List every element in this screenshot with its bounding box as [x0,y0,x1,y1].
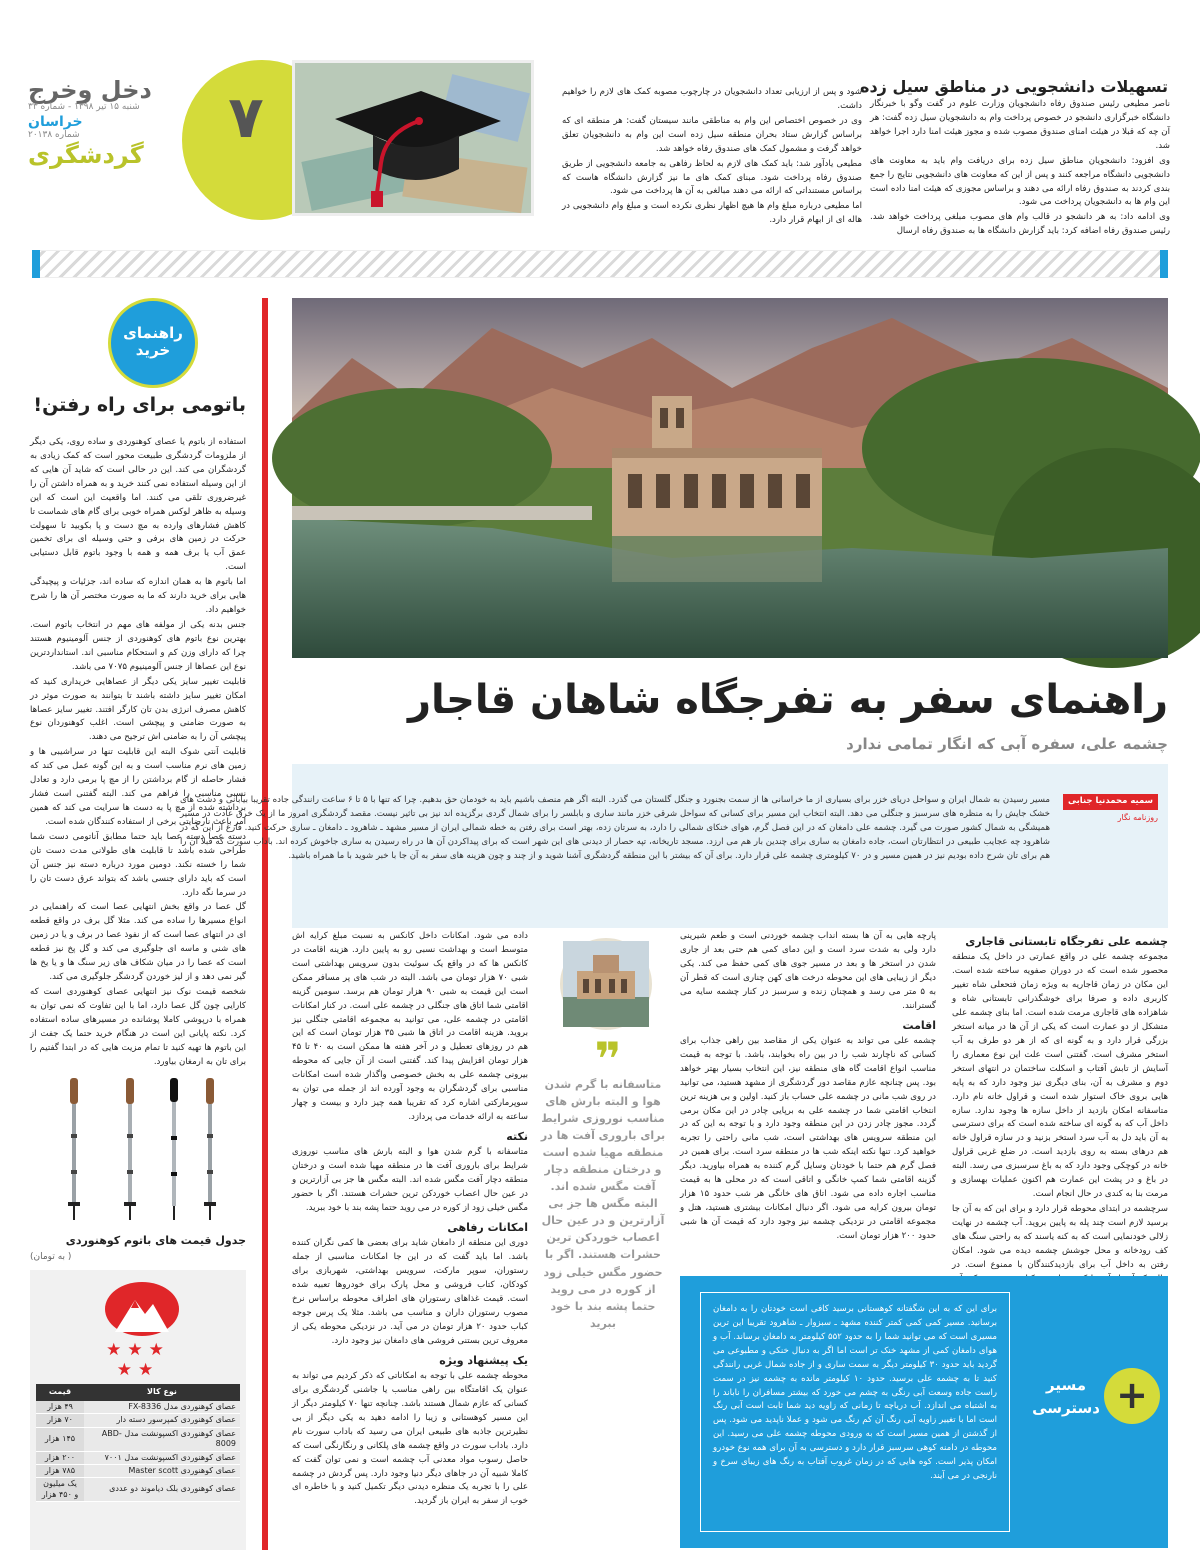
red-column-divider [262,298,268,1550]
quote-icon: ❞ [594,1032,622,1086]
stripe-divider [32,250,1168,278]
section-heading: نکته [506,1129,528,1143]
brand-logo: دخل وخرج [28,76,152,104]
paragraph: مجموعه چشمه علی در واقع عمارتی در داخل یک منطقه محصور شده است که در دوران صفویه ساخته شده است. این مکان در زمان قاجاریه به ویژه زمان فتحعلی شاه تغییر کاربری داده و صرفا برای خوشگذرانی تابستانی شاه و شاهزاده های قاجاری مرمت شده است. اما بنای چشمه علی متشکل از دو عمارت است که یکی از آن ها در میانه استخر بزرگی قرار دارد و به گونه ای که از هر دو طرف به آب استخر مشرف است. گفتنی است علت این نوع معماری را آسایش از تابش آفتاب و اسکلت ساختمان در انتهای استخر دوم و مشرف به آن، بنای دیگری نیز وجود دارد که به پایه هایی بروی خاک استوار شده است و قراول خانه نام دارد. متاسفانه امکان بازدید از داخل سازه ها وجود ندارد. سازه داخل آب که به گونه ای ساخته شده است که برای دسترسی به آن باید دل به آب سرد استخر بزنید و در سازه قراول خانه هم درهای بسته به روی بازدید است. در ضلع غربی قراول خانه در کوچکی وجود دارد که به باغ سرسبزی می رسد. البته در باغ و در پشت این عمارت هم اکنون عملیات بهسازی و مرمت بنا به کندی در حال انجام است. [952,952,1168,1200]
pull-quote: متاسفانه با گرم شدن هوا و البته بارش های مناسب نوروزی شرایط برای باروری آفت ها در منطقه مهیا شده است و درختان منطقه دچار آفت مگس شده اند. البته مگس ها جز بی آزارترین و در عین حال اعصاب خوردکن ترین حشرات هستند. اگر با حضور مگس خیلی زود از کوره در می روید حتما پشه بند با خود ببرید [540,1078,666,1330]
paragraph: شخصه قیمت نوک نیز انتهایی عصای کوهنوردی است که کارایی چون گل عصا دارد، اما با این تفاوت که نمی توان به همراه با درپوشی کاملا پوشانده در مسیرهای ساده استفاده کرد. نکته پایانی این است در هنگام خرید حتما یک جفت از این باتوم ها تهیه کنید تا تمام مزیت هایی که در ابتدا گفتیم را برای تان به ارمغان بیاورد. [30,986,246,1067]
paragraph: پارچه هایی به آن ها بسته انداب چشمه خوردنی است و طعم شیرینی دارد ولی به شدت سرد است و این دمای کمی هم حتی بعد از جاری شدن در استخر ها و بعد در مسیر جوی های کمی حفظ می کند. یکی دیگر از زیبایی های این محوطه درخت های کهن چناری است که قطر آن به ۵ متر می رسد و همچنان زنده و سرسبز در کنار چشمه سایه می گسترانند. [680,931,936,1011]
table-row [36,1401,240,1414]
product-name: عصای کوهنوردی کمپرسور دسته دار [84,1414,240,1427]
price-table-unit: ( به تومان) [30,1252,72,1262]
product-name: عصای کوهنوردی اکسپونشت مدل ABD-8009 [84,1427,240,1451]
pole-4 [204,1078,216,1220]
trekking-poles-image [30,1074,246,1224]
section-heading: چشمه علی تفرجگاه تابستانی قاجاری [965,935,1168,948]
pole-1 [68,1078,80,1220]
article-column-1 [952,930,1168,1274]
shopping-guide-badge: راهنمای خرید [108,298,198,388]
section-heading: اقامت [902,1018,936,1032]
product-price: ۴۹ هزار [36,1401,84,1414]
paragraph: قابلیت آنتی شوک البته این قابلیت تنها در سراشیبی ها و زمین های نرم مناسب است و به این گونه عمل می کند که فشار حاصله از گام برداشتن را از مچ پا برمی دارد و تعادل نسبی مناسبی را فراهم می کند. البته گفتنی است فشار برداشته شده از مچ پا به دست ها سرایت می کند که همین امر باعث نارضایتی برخی از استفاده کنندگان شده است. [30,747,246,827]
paragraph: متاسفانه با گرم شدن هوا و البته بارش های مناسب نوروزی شرایط برای باروری آفت ها در منطقه مهیا شده است و درختان منطقه دچار آفت مگس شده اند. البته مگس ها جز بی آزارترین و در عین حال اعصاب خوردکن ترین حشرات هستند. اگر با حضور مگس خیلی زود از کوره در می روید حتما پشه بند با خود ببرید. [292,1147,528,1213]
paragraph: گل عصا در واقع بخش انتهایی عصا است که راهنمایی در انواع مسیرها را ساده می کند. مثلا گل برف در واقع قطعه ای در انتهای عصا است که از نفوذ عصا در برف و یا در زمین های شنی و ماسه ای جلوگیری می کند و گل پخ نیز قطعه است که عصا را در میان شکاف های زیر سنگ ها و یا یخ ها گیر نمی دهد و از لیز خوردن گردشگر جلوگیری می کند. [30,902,246,983]
pole-3 [170,1078,178,1220]
price-table-caption: جدول قیمت های باتوم کوهنوردی [65,1234,246,1247]
newspaper-name: خراسان [28,113,83,130]
sidebar-title: باتومی برای راه رفتن! [33,394,246,416]
stripe-cap-left [32,250,40,278]
table-row [36,1464,240,1477]
paragraph: دسته عصا دسته عصا باید حتما مطابق آناتومی دست شما طراحی شده باشد تا قابلیت های طولانی مدت دست تان شما را خسته نکند. دومین مورد درباره دسته نیز جنس آن است که باید دارای جنسی باشد که بتواند عرق دست تان را در سرما نگه دارد. [30,831,246,898]
pole-2 [124,1078,136,1220]
paragraph: ناصر مطیعی رئیس صندوق رفاه دانشجویان وزارت علوم در گفت وگو با خبرنگار دانشگاه خبرگزاری دانشجو در خصوص پرداخت وام به دانشجویان سیل زده گفت: هر آن چه که قبلا در هیئت امنای صندوق مصوب شده و مجوز هیئت امنا دارد اجرا خواهد شد. [870,99,1170,151]
issue-line: شماره ۲۰۱۳۸ [28,130,80,141]
column-header-name: نوع کالا [84,1384,240,1401]
intro-text: مسیر رسیدن به شمال ایران و سواحل دریای خزر برای بسیاری از ما خراسانی ها از سمت بجنورد و جنگل گلستان می گذرد. البته اگر هم منصف باشیم باید به خودمان حق بدهیم. چرا که تنها با ۵ تا ۶ ساعت رانندگی جاده تقریبا بیابانی و دشت های خشک جایش را به منظره های سرسبز و جنگلی می دهد. البته انتخاب این مسیر برای کسانی که سواحل شرقی خزر مانند ساری و بابلسر را برای شمال گردی برگزیده اند نیز بی تاثیر نیست. مقصد گردشگری امروز ما از یک خرق عادت در مسیر همیشگی به شمال کشور صورت می گیرد. چشمه علی دامغان که در این فصل گرم، هوای خنکای شمالی را دارد، به سرتان زده، بهتر است برای رفتن به خطه شمالی ایران از مسیر مشهد ـ شاهرود ـ دامغان ـ ساری حرکت کنید. فارغ از این که در شاهرود چه عجایب طبیعی در انتظارتان است، جاده دامغان به ساری برای چندین بار هم می ارزد. مسجد تاریخانه، تپه حصار از دیدنی های این شهر است که برای پیداکردن آن ها در راه رسیدن به ساری جاخوش کرده اند. باداب سورت که قبلا آن را هم برای تان شرح داده بودیم نیز در همین مسیر و در ۷۰ کیلومتری چشمه علی قرار دارد. برای آن که بیشتر با این منطقه گردشگری آشنا شوید و از چند و چون هزینه های سفر به آن جا با خبر شوید با ما همراه باشید. [180,795,1050,861]
paragraph: اما مطیعی درباره مبلغ وام ها هیچ اظهار نظری نکرده است و مبلغ وام دانشجویی در هاله ای از ابهام قرار دارد. [562,201,862,226]
author-credit [1062,794,1158,825]
top-article-column-right [870,98,1170,237]
paragraph: داده می شود. امکانات داخل کانکس به نسبت مبلغ کرایه اش متوسط است و بهداشت نسبی رو به پایین دارد. هزینه اقامت در کانکس ها که در واقع یک سوئیت بدون سرویس بهداشتی است شبی ۷۰ هزار تومان می باشد. البته در شب های پر مسافر ممکن است این قیمت به شبی ۹۰ هزار تومان هم برسد. سومین گزینه اقامتی شما اتاق های جنگلی در چشمه علی است. در کنار امکانات اقامتی در چشمه علی، می توانید به مجموعه اقامتی جنگلی نیز بروید. هزینه اقامت در اتاق ها شبی ۳۵ هزار تومان است که این هم در روزهای تعطیل و در آخر هفته ها ممکن است به ۴۰ تا ۴۵ هزار تومان افزایش پیدا کند. گفتنی است از آن جایی که محوطه بیرونی چشمه علی به بخش خصوصی واگذار شده است امکانات مناسبی برای گردشگران به وجود آورده اند از جمله می توان به سوپرمارکتی اشاره کرد که تقریبا همه چیز دارد و بیست و چهار ساعته به ارائه خدمات می پردازد. [292,931,528,1122]
product-name: عصای کوهنوردی Master scott [84,1464,240,1477]
paragraph: قابلیت تغییر سایز یکی دیگر از عصاهایی خریداری کنید که امکان تغییر سایز داشته باشند تا بتوانند به صورت موثر در کاهش مصرف انرژی بدن تان کارگر افتند. تغییر سایز عصاها به صورت ضامنی و پیچشی است. اغلب کوهنوردان نوع پیچشی آن را به ضامنی اش ترجیح می دهند. [30,676,246,743]
paragraph: مطیعی یادآور شد: باید کمک های لازم به لحاظ رفاهی به جامعه دانشجویی از طریق صندوق رفاه پرداخت شود. مبنای کمک های ما نیز گزارش دانشگاه هاست که براساس مستنداتی که ارائه می دهند مبالغی به آن ها پرداخت می شود. [562,158,862,197]
mountain-logo [105,1282,179,1336]
top-article-title: تسهیلات دانشجویی در مناطق سیل زده [860,77,1168,96]
star-icon: ★ [106,1340,128,1360]
paragraph: وی افزود: دانشجویان مناطق سیل زده برای دریافت وام باید به معاونت های دانشجویی دانشگاه مراجعه کنند و پس از این که معاونت های دانشجویی نتایج را جمع بندی کردند به صندوق رفاه ارائه می دهند و براساس مجوزی که هیئت امنا داده است این وام ها به دانشجویان پرداخت می شود. [870,155,1170,208]
date-line: شنبه ۱۵ تیر ۱۳۹۸ - شماره ۳۳ [28,102,140,112]
paragraph: جنس بدنه یکی از مولفه های مهم در انتخاب باتوم است. بهترین نوع باتوم های کوهنوردی از جنس آلومینیوم هستند چرا که دارای وزن کم و استحکام مناسبی اند. استانداردترین نوع این عصاها از جنس آلومینیوم ۷۰۷۵ می باشد. [30,619,246,672]
product-price: ۷۰ هزار [36,1414,84,1427]
article-column-4 [292,930,528,1550]
section-heading: یک پیشنهاد ویژه [439,1353,528,1367]
top-article-column-left [562,86,862,228]
table-header-row [36,1384,240,1401]
page-number: ۷ [228,83,264,151]
article-column-2 [680,930,936,1274]
table-row [36,1427,240,1451]
plus-icon: + [1104,1368,1160,1424]
paragraph: استفاده از باتوم یا عصای کوهنوردی و ساده روی، یکی دیگر از ملزومات گردشگری طبیعت محور است که کمک زیادی به گردشگران می کند. این در حالی است که شاید آن هایی که از این وسیله استفاده نمی کنند خرید و به همراه داشتن آن را غیرضروری تلقی می کنند. اما واقعیت این است که این وسیله به ظاهر لوکس همراه خوبی برای گام های شماست تا کاهش فشارهای وارده به مچ دست و پا بکوبید تا سهولت حرکت در زمین های برفی و حتی وسیله ای برای تخمین عمق آب یا برف همه و همه با وجود باتوم قابل دستیابی است. [30,437,246,573]
lake-palace-image [292,298,1168,658]
access-route-text: برای این که به این شگفتانه کوهستانی برسید کافی است خودتان را به دامغان برسانید. مسیر کمی کمی کمتر کننده مشهد ـ سبزوار ـ شاهرود تقریبا این ترین مسیری است که می توانید شما را به حدود ۵۵۲ کیلومتر به دامغان برساند. آب و هوای دامغان کمی از مشهد خنک تر است اما اگر به دنبال خنکی و مطبوعی می گردید باید حدود ۳۰ کیلومتر دیگر به سمت ساری و از جاده شمال غربی رانندگی کنید تا به چشمه علی برسید. حدود ۱۰ کیلومتر مانده به چشمه نیز در سمت راست جاده وسعت آبی رنگی به چشم می خورد که بیشتر مسافران را ناباند را به اشتباه می اندازد. آب دریاچه تا زمانی که زاویه دید شما ثابت است آبی رنگ است اما با تغییر زاویه آبی رنگ آن کم رنگ می شود و عملا ناپدید می شود. پس از گذشتن از همین مسیر است که به ورودی محوطه چشمه علی می رسید. این محوطه در دامنه کوهی سرسبز قرار دارد و دسترسی به آن برای همه نوع خودرو امکان پذیر است. کوه هایی که در زمان غروب آفتاب به رنگ های زیبای سرخ و نارنجی در می آیند. [700,1292,1010,1532]
product-name: عصای کوهنوردی اکسپونشت مدل ۷۰۰۱ [84,1451,240,1464]
section-heading: امکانات رفاهی [447,1220,528,1234]
mountain-icon [105,1282,179,1336]
product-name: عصای کوهنوردی مدل FX-8336 [84,1401,240,1414]
star-icon: ★ [127,1340,149,1360]
paragraph: اما باتوم ها به همان اندازه که ساده اند، جزئیات و پیچیدگی هایی برای خرید دارند که ما به صورت مختصر آن ها را شرح خواهیم داد. [30,577,246,616]
star-icon: ★ [148,1340,170,1360]
sidebar-text [30,436,246,1071]
product-name: عصای کوهنوردی بلک دیاموند دو عددی [84,1478,240,1502]
stripe-cap-right [1160,250,1168,278]
table-row [36,1414,240,1427]
paragraph: سرچشمه در ابتدای محوطه قرار دارد و برای این که به آن جا برسید لازم است چند پله به پایین بروید. آب چشمه در نهایت زلالی خودنمایی است که به کنه یاسند که به راحتی سنگ های کف رودخانه و محل جوشش چشمه دیده می شود. امکان رفتن به داخل آب برای بازدیدکنندگان با ممنوع است. در [952,1203,1168,1270]
palace-thumbnail-image [563,941,649,1027]
table-row [36,1451,240,1464]
product-price: ۷۸۵ هزار [36,1464,84,1477]
access-route-label: مسیر دسترسی [1032,1376,1100,1417]
product-price: یک میلیون و ۴۵۰ هزار [36,1478,84,1502]
star-icon: ★ [138,1360,160,1381]
paragraph: محوطه چشمه علی با توجه به امکاناتی که ذکر کردیم می تواند به عنوان یک اقامتگاه بین راهی مناسب یا جاشنی گردشگری برای کسانی که عازم شمال هستند باشد. چنانچه تنها ۷۰ کیلومتر دیگر از این مسیر کوهستانی و زیبا را ادامه دهید به یکی دیگر از بی نظیرترین جاذبه های طبیعی ایران می رسید که باداب سورت نام دارد. باداب سورت در واقع چشمه های پلکانی و رنگارنگی است که حاصل رسوب مواد معدنی آب چشمه است و نمی توان گفت که کاملا شبیه آن در جاهای دیگر دنیا وجود دارد. پس گردش در چشمه علی را با تجربه یک منظره دیدنی دیگر تکمیل کنید و با خاطره ای خوب از سفر به ایران باز گردید. [292,1371,528,1507]
section-name: گردشگری [28,141,144,170]
star-icon: ★ [116,1360,138,1381]
paragraph: وی ادامه داد: به هر دانشجو در قالب وام های مصوب مبلغی پرداخت خواهد شد. رئیس صندوق رفاه اضافه کرد: باید گزارش دانشگاه ها به صندوق رفاه ارسال [870,212,1170,237]
trekking-poles-icon [30,1074,246,1224]
masthead [28,78,188,178]
product-price: ۱۴۵ هزار [36,1427,84,1451]
paragraph: دوری این منطقه از دامغان شاید برای بعضی ها کمی نگران کننده باشد. اما باید گفت که در این جا امکانات مناسبی از جمله رستوران، سوپر مارکت، سرویس بهداشتی، شهربازی برای کودکان، کتاب فروشی و محل پارک برای خودروها تعبیه شده است. قیمت غذاهای رستوران های اطراف محوطه براساس نرخ مصوب رستوران داران و مناسب می باشد. مثلا یک پرس جوجه کباب حدود ۲۰ هزار تومان در می آید. در نزدیکی محوطه یکی از معروف ترین بستنی فروشی های دامغان نیز وجود دارد. [292,1238,528,1346]
paragraph: چشمه علی می تواند به عنوان یکی از مقاصد بین راهی جذاب برای کسانی که ناچارند شب را در بین راه بخوابند، باشد. با توجه به قیمت مناسب انواع اقامت گاه های منطقه نیز، این انتخاب بسیار بهتر خواهد بود. پس چنانچه عازم مقاصد دور گردشگری از مشهد هستید، می توانید در روی شب مانی در چشمه علی حساب باز کنید. اولین و بی هزینه ترین انتخاب اقامتی شما در چشمه علی به برپایی چادر در این مکان برمی گردد. مجوز چادر زدن در این منطقه وجود دارد و با توجه به این که در این منطقه سرویس های بهداشتی است، شب مانی راحتی را تجربه خواهید کرد. تنها نکته اینکه شب ها در منطقه سرد است. برای همین در فصل گرم هم حتما با خودتان وسایل گرم کننده به همراه بیاورید. دیگر گزینه اقامتی شما کمپ خانگی و اتاقی است که در محلی ها به قیمت مناسب اجاره داده می شود. اتاق های خانگی هر شب حدود ۱۵ هزار تومان بیرون کرایه می شود. اگر دنبال امکانات بیشتری هستید، هتل و مجموعه اقامتی در نزدیکی چشمه نیز وجود دارد که قیمت آن ها شبی حدود ۲۰۰ هزار تومان است. [680,1035,936,1241]
palace-thumbnail [560,938,652,1030]
price-table [36,1384,240,1502]
main-article-subtitle: چشمه علی، سفره آبی که انگار تمامی ندارد [846,735,1168,753]
main-article-title: راهنمای سفر به تفرجگاه شاهان قاجار [408,677,1168,723]
graduation-cap-image [295,63,531,213]
paragraph: وی در خصوص اختصاص این وام به مناطقی مانند سیستان گفت: هر منطقه ای که براساس گزارش ستاد بحران منطقه سیل زده است این وام به دانشجویان تعلق خواهد گرفت و مشمول کمک های صندوق رفاه خواهد شد. [562,115,862,154]
paragraph: شود و پس از ارزیابی تعداد دانشجویان در چارچوب مصوبه کمک های لازم را خواهیم داشت. [562,87,862,111]
author-name: سمیه محمدنیا جنابی [1063,794,1158,810]
table-row [36,1478,240,1502]
product-price: ۲۰۰ هزار [36,1451,84,1464]
cheshmeh-ali-photo [292,298,1168,658]
column-header-price: قیمت [36,1384,84,1401]
author-role: روزنامه نگار [1117,812,1158,822]
rating-stars [30,1340,246,1381]
graduation-cap-photo [292,60,534,216]
